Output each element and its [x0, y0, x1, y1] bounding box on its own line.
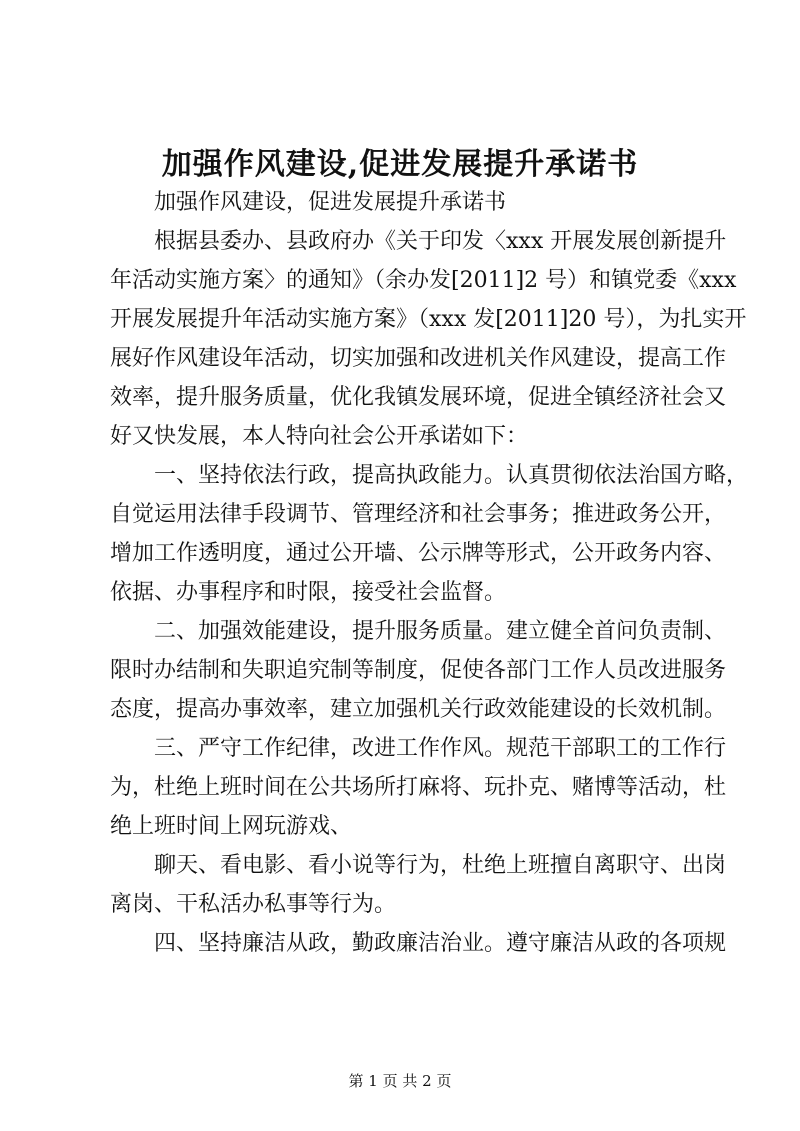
- body-line: 依据、办事程序和时限，接受社会监督。: [110, 580, 507, 605]
- body-line: 增加工作透明度，通过公开墙、公示牌等形式，公开政务内容、: [110, 541, 727, 566]
- body-line: 四、坚持廉洁从政，勤政廉洁治业。遵守廉洁从政的各项规: [154, 931, 727, 956]
- body-line: 自觉运用法律手段调节、管理经济和社会事务；推进政务公开，: [110, 502, 727, 527]
- body-line: 效率，提升服务质量，优化我镇发展环境，促进全镇经济社会又: [110, 385, 727, 410]
- body-line: 离岗、干私活办私事等行为。: [110, 892, 397, 917]
- document-title: 加强作风建设,促进发展提升承诺书: [161, 147, 639, 182]
- body-line: 开展发展提升年活动实施方案》（xxx 发[2011]20 号），为扎实开: [110, 307, 747, 332]
- body-line: 限时办结制和失职追究制等制度，促使各部门工作人员改进服务: [110, 658, 727, 683]
- body-line: 聊天、看电影、看小说等行为，杜绝上班擅自离职守、出岗: [154, 853, 727, 878]
- body-line: 展好作风建设年活动，切实加强和改进机关作风建设，提高工作: [110, 346, 727, 371]
- body-line-subtitle: 加强作风建设，促进发展提升承诺书: [154, 190, 507, 215]
- body-line: 根据县委办、县政府办《关于印发〈xxx 开展发展创新提升: [154, 229, 727, 254]
- body-line: 态度，提高办事效率，建立加强机关行政效能建设的长效机制。: [110, 697, 727, 722]
- body-line: 年活动实施方案〉的通知》（余办发[2011]2 号）和镇党委《xxx: [110, 268, 737, 293]
- body-line: 三、严守工作纪律，改进工作作风。规范干部职工的工作行: [154, 736, 727, 761]
- body-line: 好又快发展，本人特向社会公开承诺如下：: [110, 424, 529, 449]
- document-body: [110, 183, 749, 963]
- body-line: 二、加强效能建设，提升服务质量。建立健全首问负责制、: [154, 619, 727, 644]
- body-line: 绝上班时间上网玩游戏、: [110, 814, 353, 839]
- page-footer: 第 1 页 共 2 页: [348, 1072, 452, 1090]
- body-line: 为，杜绝上班时间在公共场所打麻将、玩扑克、赌博等活动，杜: [110, 775, 727, 800]
- body-line: 一、坚持依法行政，提高执政能力。认真贯彻依法治国方略，: [154, 463, 749, 488]
